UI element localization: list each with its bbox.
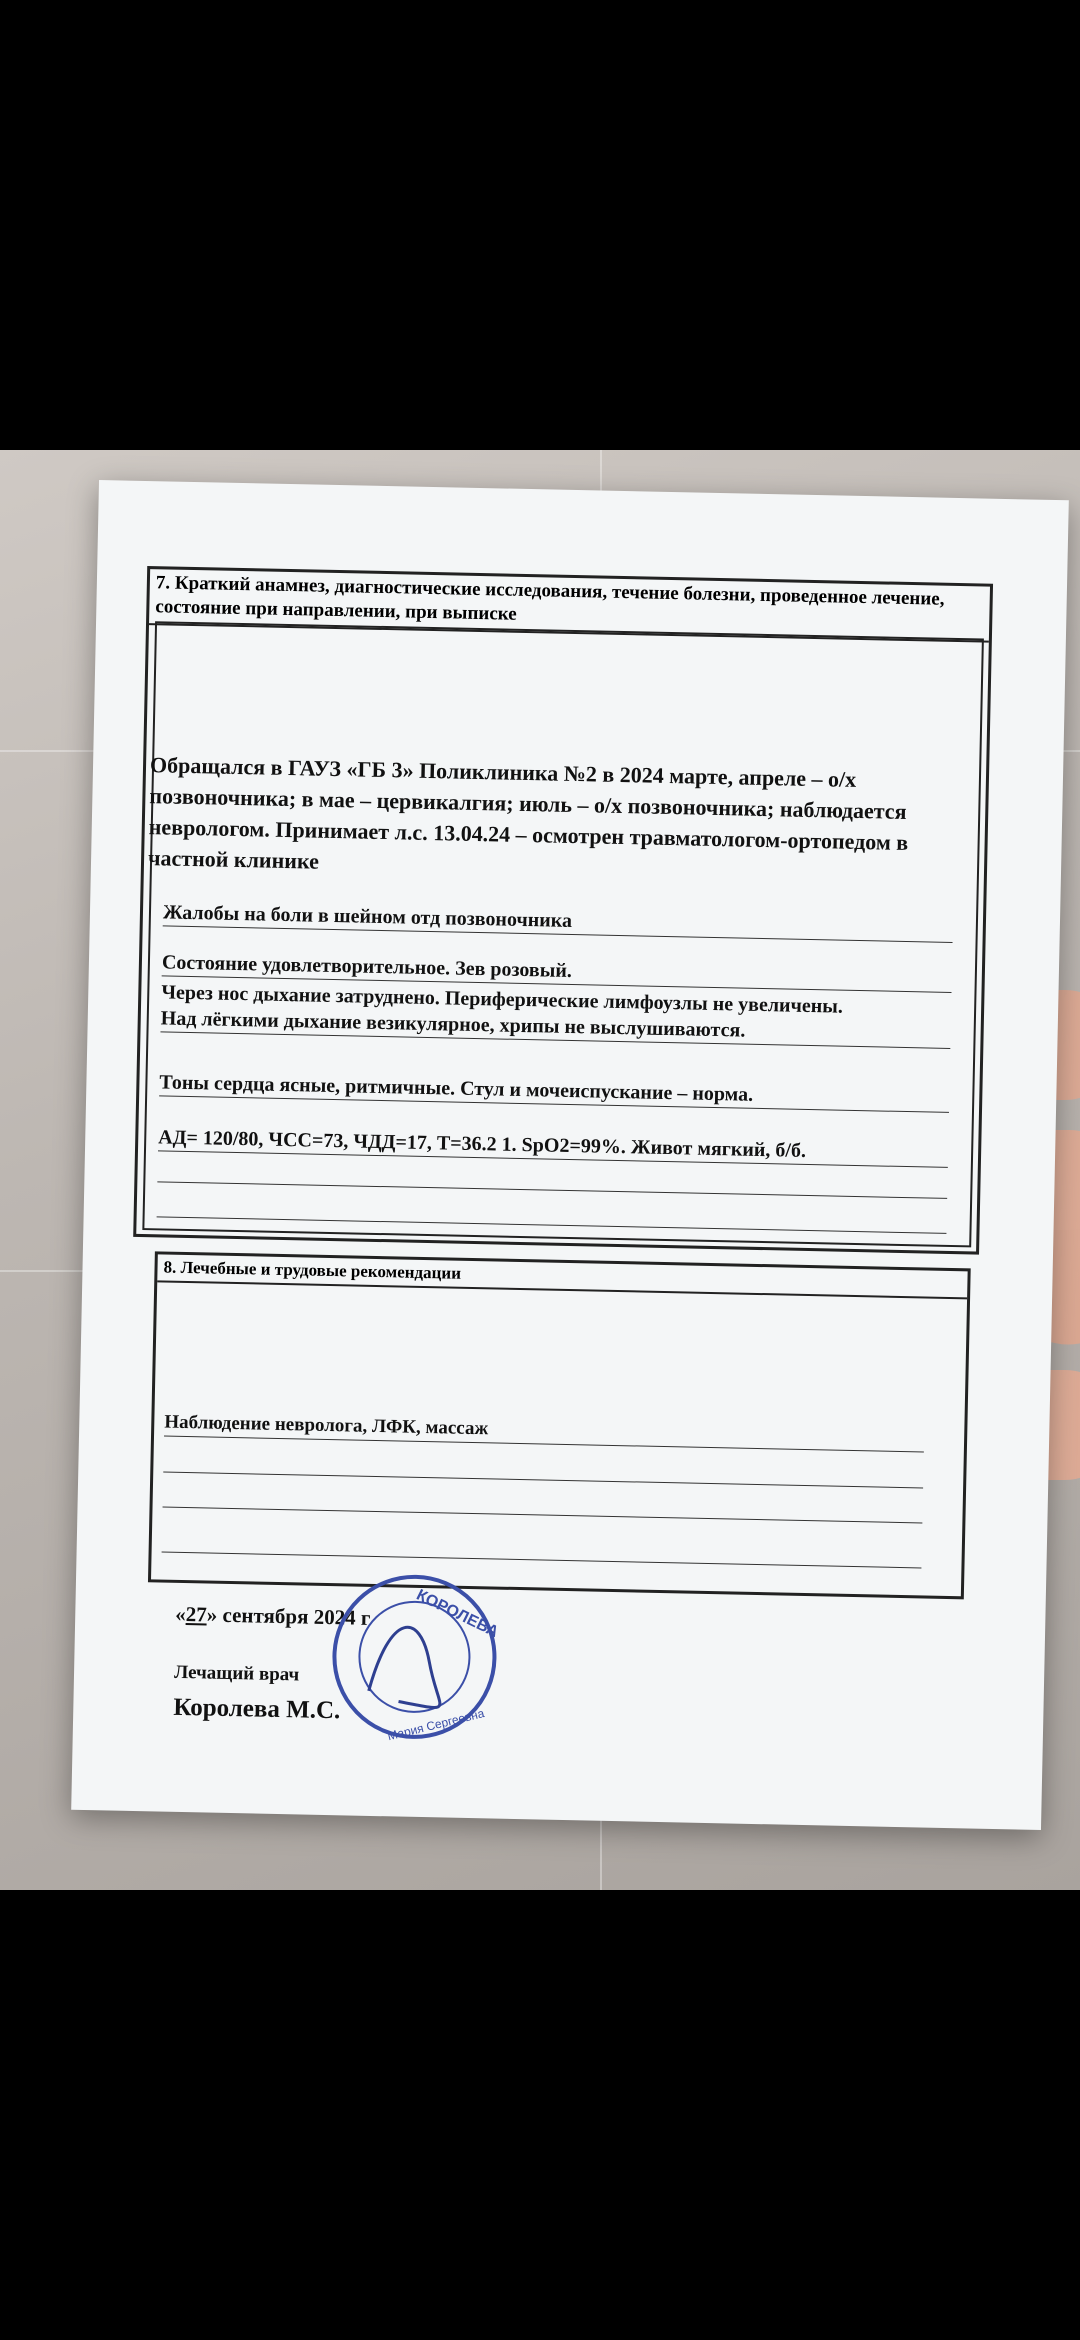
section-7-heading: 7. Краткий анамнез, диагностические исследования, течение болезни, проведенное лечение, состояние при направлении, при выписке [149, 569, 990, 643]
heart-line: Тоны сердца ясные, ритмичные. Стул и мочеиспускание – норма. [159, 1069, 949, 1113]
anamnesis-text: Обращался в ГАУЗ «ГБ 3» Поликлиника №2 в 2024 марте, апреле – о/х позвоночника; в мае – цервикалгия; июль – о/х позвоночника; наблюдается неврологом. Принимает л.с. 13.04.24 – осмотрен травматологом-ортопедом в частной клинике [147, 752, 909, 874]
breathing-line-1: Через нос дыхание затруднено. Периферические лимфоузлы не увеличены. [161, 981, 844, 1018]
section-8-box [148, 1251, 971, 1599]
photo-background [0, 450, 1080, 1890]
doctor-name: Королева М.С. [173, 1693, 341, 1725]
blank-line [163, 1485, 923, 1524]
breathing-line-2: Над лёгкими дыхание везикулярное, хрипы не выслушиваются. [160, 1005, 950, 1049]
doctor-stamp [328, 1570, 502, 1744]
state-line: Состояние удовлетворительное. Зев розовый. [162, 949, 952, 993]
complaints-line: Жалобы на боли в шейном отд позвоночника [163, 899, 953, 943]
doctor-label: Лечащий врач [173, 1661, 300, 1686]
date-day: 27 [185, 1602, 208, 1627]
section-7-box [133, 566, 993, 1255]
stamp-text-top: КОРОЛЕВА [413, 1586, 501, 1642]
blank-line [162, 1530, 922, 1569]
recommendation-line: Наблюдение невролога, ЛФК, массаж [164, 1410, 924, 1453]
date-quote: « [175, 1601, 187, 1627]
section-8-heading: 8. Лечебные и трудовые рекомендации [157, 1254, 967, 1299]
date-month-year: » сентября 2024 г [206, 1602, 371, 1630]
stamp-text-side: Мария Сергеевна [386, 1706, 486, 1744]
blank-line [163, 1450, 923, 1489]
medical-document [71, 480, 1069, 1830]
signature [368, 1627, 441, 1708]
vitals-line: АД= 120/80, ЧСС=73, ЧДД=17, Т=36.2 1. SpO2=99%. Живот мягкий, б/б. [158, 1124, 948, 1168]
